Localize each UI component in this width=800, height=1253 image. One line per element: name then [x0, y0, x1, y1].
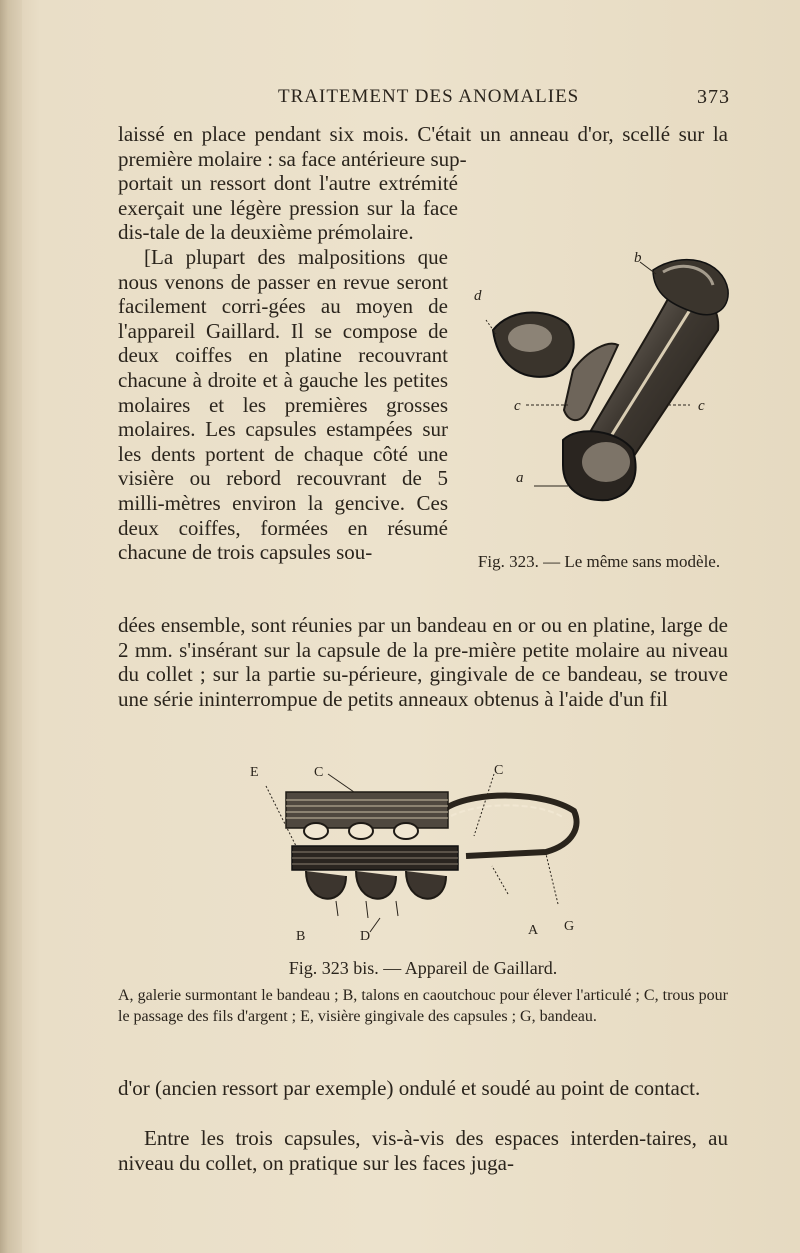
fig2-label-d: D: [360, 929, 371, 944]
fig1-label-d: d: [474, 288, 482, 304]
figure-323-bis-caption: Fig. 323 bis. — Appareil de Gaillard.: [288, 958, 558, 978]
paragraph-4: [118, 1126, 728, 1175]
paragraph-2-end: dées ensemble, sont réunies par un bandeau en or ou en platine, large de 2 mm. s'insérant sur la capsule de la pre-mière petite molaire au niveau du collet ; sur la partie su-périeure, gingivale de ce bandeau, se trouve une série ininterrompue de petits anneaux obtenus à l'aide d'un fil: [118, 613, 728, 711]
paragraph-1-full-width: [118, 122, 728, 171]
figure-323-bis-legend: A, galerie surmontant le bandeau ; B, talons en caoutchouc pour élever l'articulé ; C, trous pour le passage des fils d'argent ; E, visière gingivale des capsules ; G, bandeau.: [118, 987, 728, 1025]
page-number: 373: [697, 86, 730, 108]
fig1-label-c-right: c: [698, 398, 705, 414]
figure-323-bis-illustration: [246, 756, 586, 946]
paragraph-4-text: Entre les trois capsules, vis-à-vis des espaces interden-taires, au niveau du collet, on pratique sur les faces juga-: [118, 1126, 728, 1175]
paragraph-2-full-width: [118, 613, 728, 711]
fig2-label-a: A: [528, 923, 539, 938]
paragraph-3-text: d'or (ancien ressort par exemple) ondulé et soudé au point de contact.: [118, 1076, 701, 1100]
fig1-label-a: a: [516, 470, 524, 486]
running-header: [118, 86, 730, 112]
fig2-label-c2: C: [494, 763, 504, 778]
fig2-label-b: B: [296, 929, 306, 944]
fig2-label-g: G: [564, 919, 575, 934]
paragraph-1-narrow: [118, 171, 458, 245]
paragraph-2-start: [La plupart des malpositions que nous venons de passer en revue seront facilement corri-gées au moyen de l'appareil Gaillard. Il se compose de deux coiffes en platine recouvrant chacune à droite et à gauche les petites molaires et les premières grosses molaires. Les capsules estampées sur les dents portent de chaque côté une visière ou rebord recouvrant de 5 milli-mètres environ la gencive. Ces deux coiffes, formées en résumé chacune de trois capsules sou-: [118, 245, 448, 565]
fig2-label-e: E: [250, 765, 259, 780]
paragraph-2-narrow: [118, 245, 448, 565]
paragraph-1-start: laissé en place pendant six mois. C'était un anneau d'or, scellé sur la première molaire : sa face antérieure sup-: [118, 122, 728, 171]
chapter-title: TRAITEMENT DES ANOMALIES: [278, 86, 580, 107]
figure-323-caption: Fig. 323. — Le même sans modèle.: [477, 552, 721, 571]
fig1-label-b: b: [634, 250, 642, 266]
paragraph-1-end: portait un ressort dont l'autre extrémité exerçait une légère pression sur la face dis-tale de la deuxième prémolaire.: [118, 171, 458, 245]
book-spine-edge: [0, 0, 22, 1253]
fig2-label-c1: C: [314, 765, 324, 780]
fig1-label-c-left: c: [514, 398, 521, 414]
figure-323-illustration: [468, 250, 730, 530]
paragraph-3: [118, 1076, 728, 1101]
